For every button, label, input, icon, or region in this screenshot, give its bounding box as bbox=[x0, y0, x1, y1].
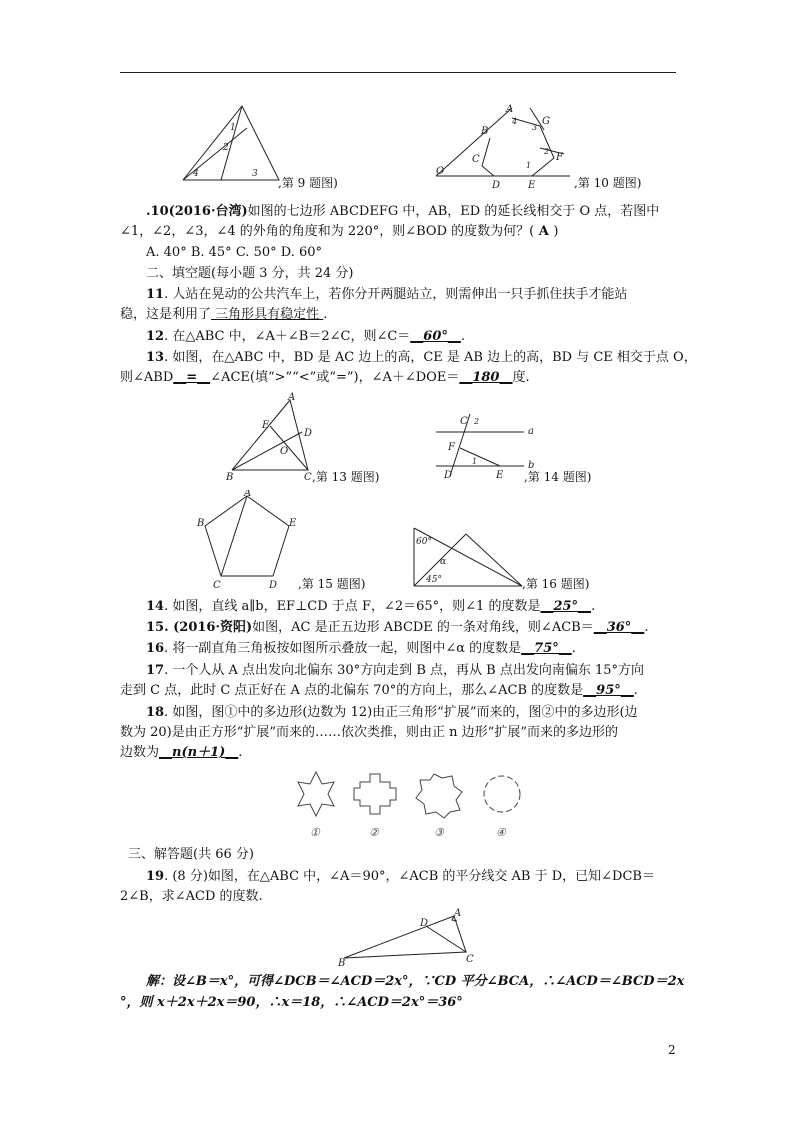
question-15 bbox=[146, 618, 648, 638]
question-15-answer: __36°__ bbox=[593, 620, 645, 635]
question-18-line3-row bbox=[120, 743, 242, 763]
figure-9-caption: ,第 9 题图) bbox=[278, 176, 338, 190]
question-10 bbox=[146, 202, 659, 222]
svg-text:D: D bbox=[444, 470, 453, 481]
question-11-number: 11 bbox=[146, 287, 165, 302]
svg-text:D: D bbox=[304, 428, 313, 439]
question-19-line2: 2∠B，求∠ACD 的度数. bbox=[120, 889, 263, 904]
svg-text:A: A bbox=[244, 490, 252, 499]
svg-text:α: α bbox=[440, 557, 447, 567]
question-16-number: 16 bbox=[146, 641, 165, 656]
figure-19 bbox=[336, 908, 476, 966]
question-12 bbox=[146, 327, 465, 347]
figure-18-shapes bbox=[284, 768, 534, 840]
question-17-line2-row bbox=[120, 681, 638, 701]
question-13-line2c: 度. bbox=[512, 370, 530, 385]
svg-text:E: E bbox=[262, 420, 270, 431]
question-10-number: .10 bbox=[146, 204, 169, 219]
question-18-line3: 边数为 bbox=[120, 745, 160, 760]
question-15-text: 如图，AC 是正五边形 ABCDE 的一条对角线，则∠ACB＝ bbox=[252, 620, 594, 635]
question-13-number: 13 bbox=[146, 350, 165, 365]
svg-text:E: E bbox=[496, 470, 504, 481]
question-13-line2b: ∠ACE(填“>”“<”或“=”)，∠A＋∠DOE＝ bbox=[210, 370, 460, 385]
svg-text:G: G bbox=[542, 116, 550, 127]
question-11-line1: . 人站在晃动的公共汽车上，若你分开两腿站立，则需伸出一只手抓住扶手才能站 bbox=[164, 287, 628, 302]
question-12-answer: __60°__ bbox=[410, 329, 461, 344]
question-10-line2: ∠1，∠2，∠3，∠4 的外角的角度和为 220°，则∠BOD 的度数为何？( bbox=[120, 224, 535, 239]
question-15-number: 15 bbox=[146, 620, 165, 635]
svg-text:C: C bbox=[460, 416, 468, 427]
figure-14 bbox=[436, 412, 536, 482]
question-10-line2-end: ) bbox=[553, 224, 559, 239]
question-11-line2-row bbox=[120, 305, 327, 325]
svg-text:2: 2 bbox=[223, 143, 229, 153]
figure-10 bbox=[432, 104, 572, 190]
gear-shape-3 bbox=[416, 774, 462, 818]
question-16 bbox=[146, 639, 576, 659]
svg-text:1: 1 bbox=[526, 161, 532, 170]
question-19-solution1: 解：设∠B＝x°，可得∠DCB＝∠ACD＝2x°，∵CD 平分∠BCA，∴∠ACD＝∠BCD＝2x bbox=[146, 974, 685, 989]
question-19-solution-line2 bbox=[120, 993, 463, 1013]
svg-text:3: 3 bbox=[252, 169, 258, 179]
question-16-answer: __75°__ bbox=[521, 641, 572, 656]
question-19-number: 19 bbox=[146, 869, 165, 884]
figure-13-caption: ,第 13 题图) bbox=[312, 470, 380, 484]
question-18-end: . bbox=[238, 745, 243, 760]
shape-label-3: ③ bbox=[434, 826, 444, 839]
figure-15 bbox=[195, 490, 299, 590]
question-13-answer2: __180__ bbox=[459, 370, 513, 385]
svg-text:C: C bbox=[213, 580, 221, 590]
svg-text:D: D bbox=[269, 580, 278, 590]
svg-text:E: E bbox=[289, 518, 297, 529]
page-number: 2 bbox=[668, 1043, 676, 1057]
star-shape-1 bbox=[298, 772, 334, 816]
question-18 bbox=[146, 703, 638, 723]
question-10-line2-row bbox=[120, 222, 558, 242]
svg-text:B: B bbox=[197, 518, 205, 529]
question-17-line1: . 一个人从 A 点出发向北偏东 30°方向走到 B 点，再从 B 点出发向南偏东 15°方向 bbox=[164, 663, 644, 678]
question-19-solution-line1 bbox=[146, 972, 684, 992]
svg-text:C: C bbox=[466, 954, 474, 965]
svg-text:B: B bbox=[338, 958, 346, 966]
question-14-end: . bbox=[591, 599, 596, 614]
svg-text:a: a bbox=[528, 426, 534, 437]
question-14-answer: __25°__ bbox=[540, 599, 592, 614]
figure-13 bbox=[222, 392, 322, 482]
svg-text:60°: 60° bbox=[416, 537, 432, 547]
svg-text:O: O bbox=[280, 446, 289, 457]
svg-text:B: B bbox=[226, 472, 234, 482]
header-rule bbox=[120, 72, 676, 73]
question-19-solution2: °，则 x＋2x＋2x＝90，∴x＝18，∴∠ACD＝2x°＝36° bbox=[120, 995, 463, 1010]
question-17-answer: __95°__ bbox=[583, 683, 634, 698]
figure-9 bbox=[175, 100, 285, 186]
question-15-end: . bbox=[644, 620, 649, 635]
question-13 bbox=[146, 348, 697, 368]
question-19 bbox=[146, 867, 655, 887]
svg-text:D: D bbox=[420, 918, 429, 929]
gear-shape-4 bbox=[484, 776, 520, 812]
question-11-end: . bbox=[323, 307, 328, 322]
svg-text:1: 1 bbox=[230, 123, 236, 133]
question-18-answer: __n(n＋1)__ bbox=[159, 745, 239, 760]
section-3-heading: 三、解答题(共 66 分) bbox=[128, 847, 254, 862]
question-16-end: . bbox=[571, 641, 576, 656]
svg-text:2: 2 bbox=[474, 417, 480, 426]
svg-text:4: 4 bbox=[193, 169, 199, 179]
question-13-line2a: 则∠ABD bbox=[120, 370, 174, 385]
question-10-options: A. 40° B. 45° C. 50° D. 60° bbox=[146, 245, 323, 260]
svg-text:1: 1 bbox=[472, 457, 478, 466]
question-14-number: 14 bbox=[146, 599, 165, 614]
question-17-line2: 走到 C 点，此时 C 点正好在 A 点的北偏东 70°的方向上，那么∠ACB 的度数是 bbox=[120, 683, 584, 698]
svg-text:A: A bbox=[288, 392, 296, 403]
svg-text:4: 4 bbox=[512, 117, 518, 126]
figure-15-caption: ,第 15 题图) bbox=[298, 577, 366, 591]
svg-text:C: C bbox=[304, 472, 312, 482]
svg-text:B: B bbox=[481, 126, 489, 137]
question-17-number: 17 bbox=[146, 663, 165, 678]
question-18-line2: 数为 20)是由正方形“扩展”而来的……依次类推，则由正 n 边形“扩展”而来的多边形的 bbox=[120, 725, 618, 740]
svg-text:2: 2 bbox=[544, 147, 550, 156]
question-18-line1: . 如图，图①中的多边形(边数为 12)由正三角形“扩展”而来的，图②中的多边形(边 bbox=[164, 705, 638, 720]
question-13-line1: . 如图，在△ABC 中，BD 是 AC 边上的高，CE 是 AB 边上的高，BD 与 CE 相交于点 O， bbox=[164, 350, 697, 365]
svg-text:E: E bbox=[528, 180, 536, 190]
question-15-source: . (2016·资阳) bbox=[164, 620, 253, 635]
figure-10-caption: ,第 10 题图) bbox=[574, 176, 642, 190]
shape-label-1: ① bbox=[310, 826, 320, 839]
svg-text:D: D bbox=[492, 180, 501, 190]
question-12-text: . 在△ABC 中，∠A＋∠B＝2∠C，则∠C＝ bbox=[164, 329, 411, 344]
shape-label-2: ② bbox=[369, 826, 379, 839]
question-18-number: 18 bbox=[146, 705, 165, 720]
svg-text:3: 3 bbox=[532, 123, 538, 132]
question-13-line2-row bbox=[120, 368, 530, 388]
shape-label-4: ④ bbox=[496, 826, 506, 839]
question-14-text: . 如图，直线 a∥b，EF⊥CD 于点 F，∠2＝65°，则∠1 的度数是 bbox=[164, 599, 541, 614]
question-10-line1: 如图的七边形 ABCDEFG 中，AB，ED 的延长线相交于 O 点，若图中 bbox=[247, 204, 660, 219]
question-12-number: 12 bbox=[146, 329, 165, 344]
cross-shape-2 bbox=[354, 774, 396, 814]
svg-text:A: A bbox=[454, 908, 462, 919]
section-2-heading: 二、填空题(每小题 3 分，共 24 分) bbox=[146, 266, 354, 281]
question-11-answer: 三角形具有稳定性 bbox=[211, 307, 324, 322]
svg-text:45°: 45° bbox=[426, 575, 442, 585]
question-10-answer: A bbox=[534, 224, 554, 239]
question-14 bbox=[146, 597, 595, 617]
figure-16-caption: ,第 16 题图) bbox=[522, 577, 590, 591]
svg-text:A: A bbox=[506, 104, 514, 115]
figure-14-caption: ,第 14 题图) bbox=[524, 470, 592, 484]
svg-text:C: C bbox=[472, 154, 480, 165]
question-11 bbox=[146, 285, 627, 305]
question-12-end: . bbox=[460, 329, 466, 344]
question-17 bbox=[146, 661, 644, 681]
question-16-text: . 将一副直角三角板按如图所示叠放一起，则图中∠α 的度数是 bbox=[164, 641, 522, 656]
question-13-answer1: __=__ bbox=[173, 370, 211, 385]
question-19-line1: . (8 分)如图，在△ABC 中，∠A＝90°，∠ACB 的平分线交 AB 于 D，已知∠DCB＝ bbox=[164, 869, 655, 884]
svg-text:b: b bbox=[528, 460, 535, 471]
question-11-line2: 稳，这是利用了 bbox=[120, 307, 212, 322]
figure-16 bbox=[410, 524, 526, 590]
svg-text:F: F bbox=[448, 442, 455, 453]
svg-text:O: O bbox=[436, 166, 445, 177]
svg-text:F: F bbox=[556, 152, 563, 163]
question-10-source: (2016·台湾) bbox=[168, 204, 248, 219]
question-17-end: . bbox=[633, 683, 638, 698]
